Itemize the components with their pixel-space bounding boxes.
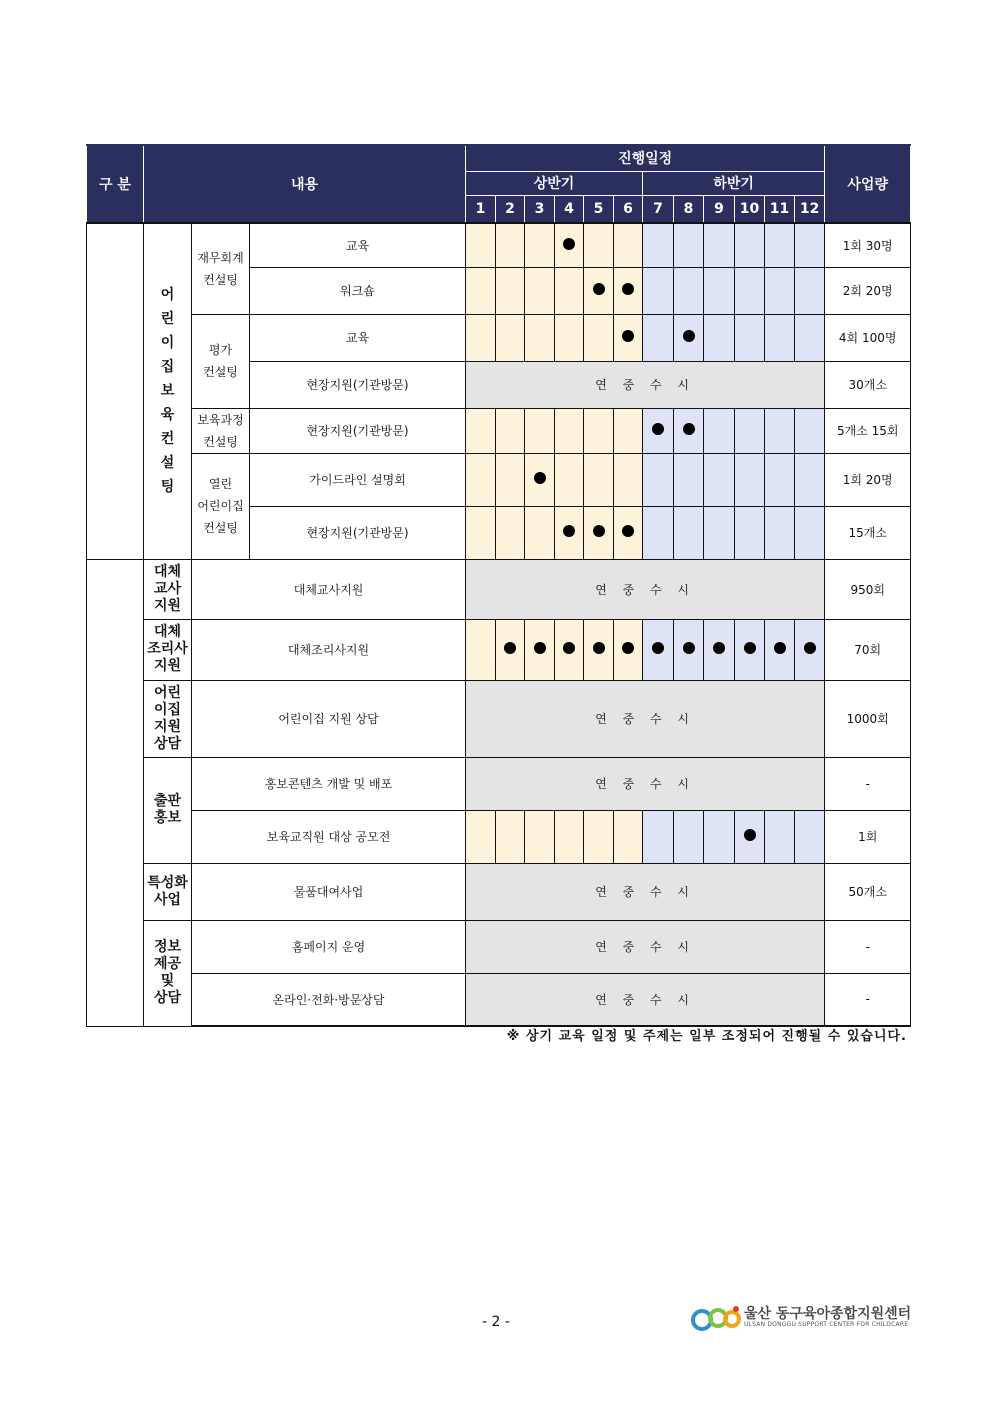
- row-volume: 1회: [825, 810, 911, 863]
- year-round-cell: 연 중 수 시: [466, 863, 825, 920]
- table-row: [87, 757, 911, 810]
- group-consult: 어 린 이 집 보 육 컨 설 팅: [144, 223, 192, 559]
- row-volume: 30개소: [825, 361, 911, 408]
- schedule-dot: [593, 642, 605, 654]
- month-cell-3: [525, 453, 555, 506]
- row-content: 홈페이지 운영: [192, 920, 466, 973]
- row-content: 현장지원(기관방문): [250, 408, 466, 453]
- schedule-table: [86, 144, 911, 1027]
- schedule-dot: [593, 283, 605, 295]
- row-volume: 4회 100명: [825, 314, 911, 361]
- table-row: [87, 559, 911, 619]
- schedule-dot: [563, 238, 575, 250]
- month-cell-6: [614, 408, 643, 453]
- row-content: 교육: [250, 223, 466, 267]
- month-cell-6: [614, 314, 643, 361]
- month-cell-2: [496, 314, 525, 361]
- header-month-5: 5: [584, 195, 614, 223]
- year-round-cell: 연 중 수 시: [466, 361, 825, 408]
- header-gubun: 구 분: [87, 145, 144, 223]
- month-cell-5: [584, 506, 614, 559]
- month-cell-7: [643, 619, 674, 680]
- table-row: [87, 314, 911, 361]
- month-cell-2: [496, 506, 525, 559]
- row-content: 워크숍: [250, 267, 466, 314]
- month-cell-3: [525, 314, 555, 361]
- month-cell-4: [555, 453, 584, 506]
- month-cell-7: [643, 267, 674, 314]
- month-cell-8: [674, 267, 704, 314]
- month-cell-5: [584, 267, 614, 314]
- header-second-half: 하반기: [643, 171, 825, 195]
- row-content: 가이드라인 설명회: [250, 453, 466, 506]
- year-round-cell: 연 중 수 시: [466, 680, 825, 757]
- group-daycare-support: 어린 이집 지원 상담: [144, 680, 192, 757]
- schedule-dot: [622, 283, 634, 295]
- schedule-dot: [563, 642, 575, 654]
- row-content: 교육: [250, 314, 466, 361]
- month-cell-4: [555, 506, 584, 559]
- month-cell-1: [466, 453, 496, 506]
- schedule-dot: [683, 423, 695, 435]
- row-volume: -: [825, 920, 911, 973]
- month-cell-7: [643, 314, 674, 361]
- month-cell-1: [466, 506, 496, 559]
- month-cell-12: [795, 408, 825, 453]
- month-cell-11: [765, 314, 795, 361]
- month-cell-2: [496, 267, 525, 314]
- month-cell-12: [795, 619, 825, 680]
- month-cell-3: [525, 267, 555, 314]
- month-cell-6: [614, 267, 643, 314]
- table-row: [87, 810, 911, 863]
- schedule-dot: [534, 642, 546, 654]
- schedule-dot: [683, 642, 695, 654]
- month-cell-5: [584, 314, 614, 361]
- header-month-1: 1: [466, 195, 496, 223]
- row-volume: 70회: [825, 619, 911, 680]
- table-row: [87, 453, 911, 506]
- month-cell-11: [765, 453, 795, 506]
- month-cell-11: [765, 506, 795, 559]
- table-row: [87, 973, 911, 1026]
- month-cell-8: [674, 314, 704, 361]
- row-content: 대체조리사지원: [192, 619, 466, 680]
- row-content: 보육교직원 대상 공모전: [192, 810, 466, 863]
- group-special: 특성화 사업: [144, 863, 192, 920]
- header-schedule: 진행일정: [466, 145, 825, 171]
- month-cell-9: [704, 408, 735, 453]
- month-cell-12: [795, 506, 825, 559]
- schedule-dot: [622, 642, 634, 654]
- schedule-dot: [622, 525, 634, 537]
- month-cell-3: [525, 223, 555, 267]
- month-cell-4: [555, 408, 584, 453]
- month-cell-3: [525, 810, 555, 863]
- month-cell-4: [555, 223, 584, 267]
- month-cell-4: [555, 267, 584, 314]
- month-cell-10: [735, 408, 765, 453]
- table-row: [87, 863, 911, 920]
- month-cell-6: [614, 619, 643, 680]
- row-volume: 2회 20명: [825, 267, 911, 314]
- month-cell-2: [496, 453, 525, 506]
- row-content: 대체교사지원: [192, 559, 466, 619]
- row-content: 물품대여사업: [192, 863, 466, 920]
- month-cell-4: [555, 314, 584, 361]
- row-volume: 5개소 15회: [825, 408, 911, 453]
- header-month-9: 9: [704, 195, 735, 223]
- subgroup-finance: 재무회계 컨설팅: [192, 223, 250, 314]
- month-cell-10: [735, 810, 765, 863]
- schedule-dot: [652, 423, 664, 435]
- month-cell-8: [674, 506, 704, 559]
- subgroup-eval: 평가 컨설팅: [192, 314, 250, 408]
- month-cell-1: [466, 223, 496, 267]
- group-sub-teacher: 대체 교사 지원: [144, 559, 192, 619]
- center-logo-subtitle: ULSAN DONGGU SUPPORT CENTER FOR CHILDCARE: [744, 1321, 909, 1328]
- month-cell-8: [674, 810, 704, 863]
- row-volume: 1회 30명: [825, 223, 911, 267]
- month-cell-7: [643, 810, 674, 863]
- month-cell-1: [466, 810, 496, 863]
- header-month-3: 3: [525, 195, 555, 223]
- month-cell-7: [643, 223, 674, 267]
- header-first-half: 상반기: [466, 171, 643, 195]
- schedule-dot: [804, 642, 816, 654]
- header-month-10: 10: [735, 195, 765, 223]
- month-cell-10: [735, 506, 765, 559]
- month-cell-5: [584, 453, 614, 506]
- center-logo-name: 울산 동구육아종합지원센터: [744, 1306, 912, 1322]
- month-cell-2: [496, 408, 525, 453]
- row-volume: -: [825, 973, 911, 1026]
- month-cell-2: [496, 223, 525, 267]
- row-content: 온라인·전화·방문상담: [192, 973, 466, 1026]
- schedule-dot: [683, 330, 695, 342]
- month-cell-12: [795, 453, 825, 506]
- year-round-cell: 연 중 수 시: [466, 973, 825, 1026]
- table-row: [87, 680, 911, 757]
- month-cell-11: [765, 810, 795, 863]
- month-cell-3: [525, 408, 555, 453]
- month-cell-4: [555, 619, 584, 680]
- month-cell-7: [643, 408, 674, 453]
- month-cell-11: [765, 408, 795, 453]
- month-cell-12: [795, 314, 825, 361]
- month-cell-12: [795, 223, 825, 267]
- header-month-7: 7: [643, 195, 674, 223]
- month-cell-12: [795, 267, 825, 314]
- gubun-cell: [87, 223, 144, 559]
- month-cell-9: [704, 506, 735, 559]
- schedule-dot: [744, 829, 756, 841]
- schedule-dot: [713, 642, 725, 654]
- month-cell-6: [614, 223, 643, 267]
- header-content: 내용: [144, 145, 466, 223]
- month-cell-5: [584, 223, 614, 267]
- month-cell-10: [735, 619, 765, 680]
- month-cell-9: [704, 223, 735, 267]
- subgroup-open: 열린 어린이집 컨설팅: [192, 453, 250, 559]
- row-volume: -: [825, 757, 911, 810]
- row-content: 어린이집 지원 상담: [192, 680, 466, 757]
- header-volume: 사업량: [825, 145, 911, 223]
- month-cell-5: [584, 408, 614, 453]
- schedule-dot: [774, 642, 786, 654]
- month-cell-10: [735, 223, 765, 267]
- center-logo: [690, 1302, 910, 1334]
- year-round-cell: 연 중 수 시: [466, 757, 825, 810]
- month-cell-2: [496, 810, 525, 863]
- month-cell-1: [466, 408, 496, 453]
- month-cell-7: [643, 506, 674, 559]
- month-cell-4: [555, 810, 584, 863]
- month-cell-1: [466, 267, 496, 314]
- month-cell-11: [765, 619, 795, 680]
- month-cell-9: [704, 453, 735, 506]
- table-row: [87, 619, 911, 680]
- row-content: 홍보콘텐츠 개발 및 배포: [192, 757, 466, 810]
- month-cell-9: [704, 267, 735, 314]
- month-cell-8: [674, 223, 704, 267]
- month-cell-10: [735, 267, 765, 314]
- gubun-cell: [87, 559, 144, 1026]
- month-cell-3: [525, 619, 555, 680]
- year-round-cell: 연 중 수 시: [466, 920, 825, 973]
- month-cell-10: [735, 314, 765, 361]
- footnote: ※ 상기 교육 일정 및 주제는 일부 조정되어 진행될 수 있습니다.: [506, 1029, 907, 1044]
- schedule-dot: [593, 525, 605, 537]
- table-row: [87, 408, 911, 453]
- row-volume: 1회 20명: [825, 453, 911, 506]
- header-month-2: 2: [496, 195, 525, 223]
- month-cell-11: [765, 267, 795, 314]
- month-cell-3: [525, 506, 555, 559]
- year-round-cell: 연 중 수 시: [466, 559, 825, 619]
- header-month-12: 12: [795, 195, 825, 223]
- row-volume: 50개소: [825, 863, 911, 920]
- month-cell-9: [704, 810, 735, 863]
- row-volume: 15개소: [825, 506, 911, 559]
- month-cell-5: [584, 619, 614, 680]
- page-number: - 2 -: [482, 1314, 510, 1330]
- group-publish: 출판 홍보: [144, 757, 192, 863]
- row-volume: 950회: [825, 559, 911, 619]
- month-cell-9: [704, 619, 735, 680]
- month-cell-8: [674, 408, 704, 453]
- month-cell-5: [584, 810, 614, 863]
- month-cell-8: [674, 453, 704, 506]
- schedule-dot: [534, 472, 546, 484]
- header-month-4: 4: [555, 195, 584, 223]
- table-row: [87, 223, 911, 267]
- month-cell-1: [466, 314, 496, 361]
- month-cell-10: [735, 453, 765, 506]
- schedule-dot: [504, 642, 516, 654]
- month-cell-2: [496, 619, 525, 680]
- month-cell-12: [795, 810, 825, 863]
- schedule-dot: [744, 642, 756, 654]
- row-content: 현장지원(기관방문): [250, 506, 466, 559]
- schedule-dot: [652, 642, 664, 654]
- month-cell-11: [765, 223, 795, 267]
- month-cell-9: [704, 314, 735, 361]
- month-cell-6: [614, 453, 643, 506]
- row-volume: 1000회: [825, 680, 911, 757]
- subgroup-curriculum: 보육과정 컨설팅: [192, 408, 250, 453]
- header-month-8: 8: [674, 195, 704, 223]
- table-row: [87, 920, 911, 973]
- month-cell-7: [643, 453, 674, 506]
- month-cell-8: [674, 619, 704, 680]
- header-month-11: 11: [765, 195, 795, 223]
- schedule-dot: [622, 330, 634, 342]
- group-info: 정보 제공 및 상담: [144, 920, 192, 1026]
- schedule-dot: [563, 525, 575, 537]
- row-content: 현장지원(기관방문): [250, 361, 466, 408]
- header-month-6: 6: [614, 195, 643, 223]
- group-sub-cook: 대체 조리사 지원: [144, 619, 192, 680]
- center-logo-icon: [690, 1304, 742, 1332]
- month-cell-6: [614, 506, 643, 559]
- month-cell-1: [466, 619, 496, 680]
- month-cell-6: [614, 810, 643, 863]
